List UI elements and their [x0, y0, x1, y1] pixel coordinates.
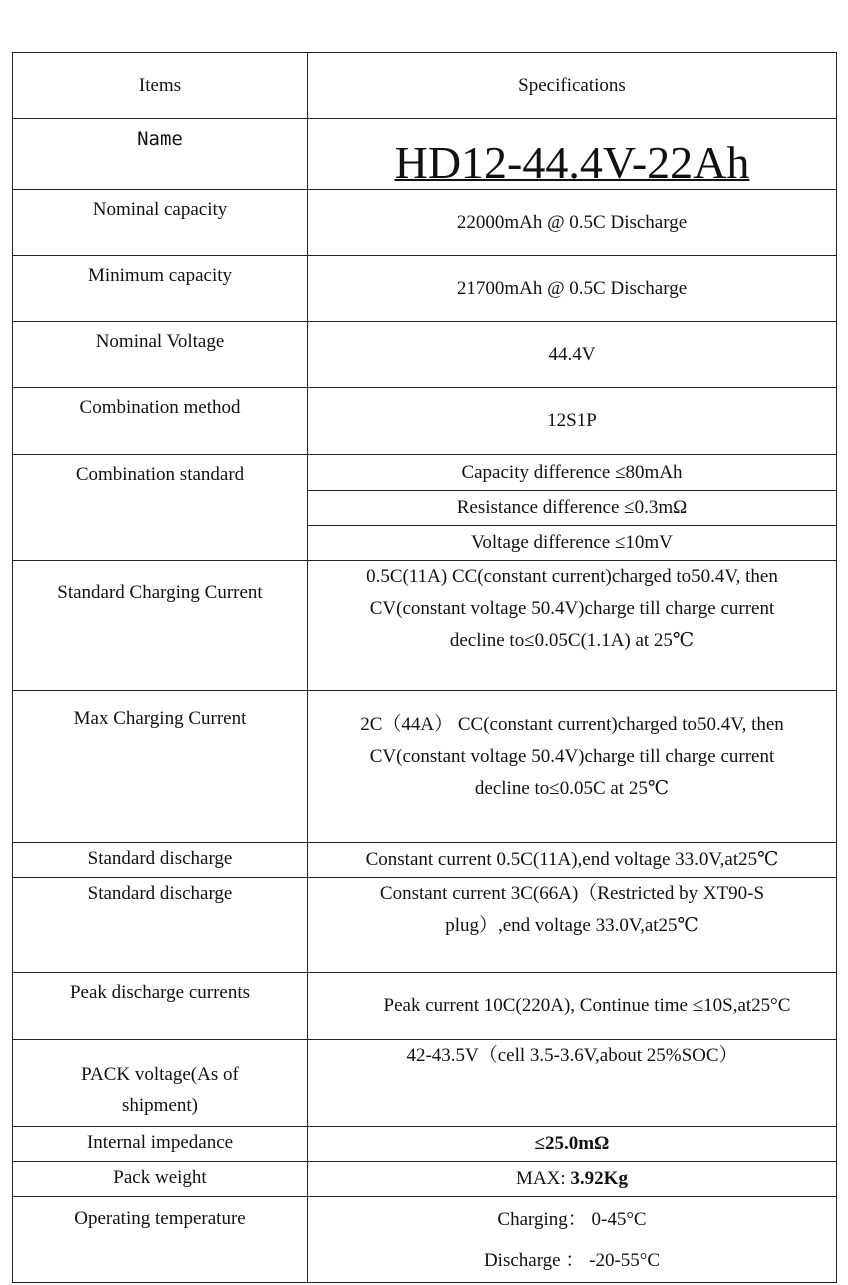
nominal-voltage-label: Nominal Voltage: [13, 322, 308, 388]
voltage-difference-value: Voltage difference ≤10mV: [308, 526, 837, 561]
standard-charging-line1: 0.5C(11A) CC(constant current)charged to50.4V, then: [366, 566, 778, 587]
table-row: [13, 388, 837, 455]
discharge-temperature: Discharge ： -20-55°C: [483, 1249, 661, 1271]
standard-discharge-2-value: [308, 878, 837, 973]
peak-discharge-label: Peak discharge currents: [13, 973, 308, 1040]
operating-temperature-label: Operating temperature: [13, 1197, 308, 1283]
max-charging-line3: decline to≤0.05C at 25℃: [474, 778, 670, 799]
charging-temperature: Charging： 0-45°C: [497, 1208, 647, 1230]
combination-standard-label: Combination standard: [13, 455, 308, 561]
table-row: [13, 843, 837, 878]
table-row: [13, 1040, 837, 1127]
standard-discharge-2-label: Standard discharge: [13, 878, 308, 973]
internal-impedance-value: ≤25.0mΩ: [308, 1127, 837, 1162]
header-items: Items: [13, 53, 308, 119]
pack-voltage-label-line2: shipment): [122, 1095, 198, 1116]
standard-discharge-2-line2: plug）,end voltage 33.0V,at25℃: [445, 915, 699, 936]
max-charging-line1: 2C（44A） CC(constant current)charged to50.4V, then: [360, 714, 784, 735]
name-label: Name: [13, 119, 308, 190]
minimum-capacity-label: Minimum capacity: [13, 256, 308, 322]
spec-table: [12, 52, 837, 1283]
pack-weight-number: 3.92Kg: [570, 1168, 628, 1189]
peak-discharge-value: Peak current 10C(220A), Continue time ≤10S,at25°C: [308, 973, 837, 1040]
table-row: [13, 973, 837, 1040]
table-row: [13, 878, 837, 973]
table-row: [13, 691, 837, 843]
standard-charging-value: [308, 561, 837, 691]
table-row: [13, 1197, 837, 1283]
nominal-capacity-label: Nominal capacity: [13, 190, 308, 256]
table-row: [13, 561, 837, 691]
table-row: [13, 1127, 837, 1162]
standard-discharge-label: Standard discharge: [13, 843, 308, 878]
pack-weight-label: Pack weight: [13, 1162, 308, 1197]
pack-voltage-label-line1: PACK voltage(As of: [81, 1064, 239, 1085]
resistance-difference-value: Resistance difference ≤0.3mΩ: [308, 491, 837, 526]
table-header-row: [13, 53, 837, 119]
nominal-voltage-value: 44.4V: [308, 322, 837, 388]
standard-discharge-2-line1: Constant current 3C(66A)（Restricted by XT90-S: [379, 883, 765, 904]
combination-method-label: Combination method: [13, 388, 308, 455]
pack-weight-value: [308, 1162, 837, 1197]
pack-weight-prefix: MAX:: [516, 1168, 566, 1189]
standard-discharge-value: Constant current 0.5C(11A),end voltage 33.0V,at25℃: [308, 843, 837, 878]
spec-sheet: [12, 52, 836, 1282]
model-name: HD12-44.4V-22Ah: [394, 137, 750, 188]
table-row: [13, 1162, 837, 1197]
table-row: [13, 256, 837, 322]
minimum-capacity-value: 21700mAh @ 0.5C Discharge: [308, 256, 837, 322]
table-row: [13, 455, 837, 491]
standard-charging-label: Standard Charging Current: [13, 561, 308, 691]
nominal-capacity-value: 22000mAh @ 0.5C Discharge: [308, 190, 837, 256]
internal-impedance-label: Internal impedance: [13, 1127, 308, 1162]
pack-voltage-label: [13, 1040, 308, 1127]
table-row: [13, 322, 837, 388]
combination-method-value: 12S1P: [308, 388, 837, 455]
standard-charging-line3: decline to≤0.05C(1.1A) at 25℃: [449, 630, 695, 651]
max-charging-label: Max Charging Current: [13, 691, 308, 843]
max-charging-value: [308, 691, 837, 843]
table-row: [13, 190, 837, 256]
standard-charging-line2: CV(constant voltage 50.4V)charge till charge current: [369, 598, 775, 619]
operating-temperature-value: [308, 1197, 837, 1283]
pack-voltage-value: 42-43.5V（cell 3.5-3.6V,about 25%SOC）: [308, 1040, 837, 1127]
header-specifications: Specifications: [308, 53, 837, 119]
max-charging-line2: CV(constant voltage 50.4V)charge till charge current: [369, 746, 775, 767]
table-row: [13, 119, 837, 190]
capacity-difference-value: Capacity difference ≤80mAh: [308, 455, 837, 491]
